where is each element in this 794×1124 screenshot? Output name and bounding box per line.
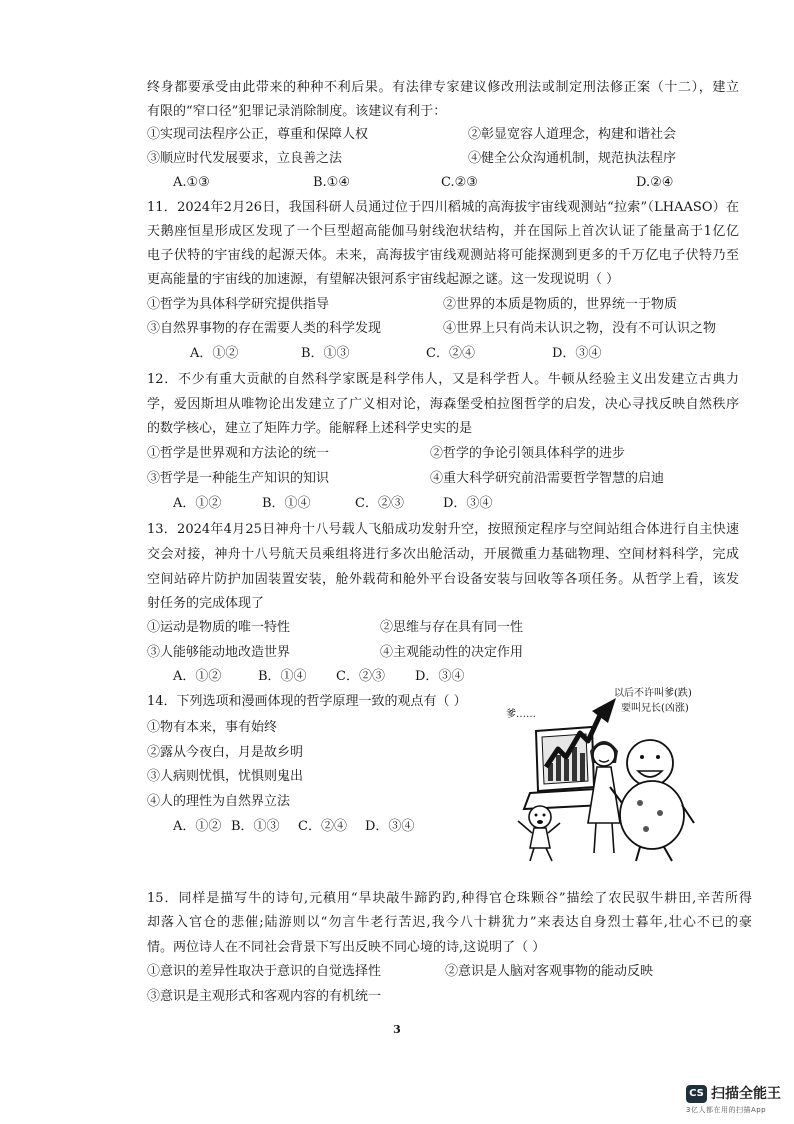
fat-man — [610, 740, 694, 861]
q10-statement-4: ④健全公众沟通机制，规范执法程序 — [468, 151, 677, 166]
cartoon-caption-line-1: 以后不许叫爹(跌) — [614, 688, 692, 699]
q14-choice-a: A．①② — [173, 819, 222, 834]
q11-statement-4: ④世界上只有尚未认识之物，没有不可认识之物 — [443, 321, 717, 336]
q10-stem-line: 有限的“窄口径”犯罪记录消除制度。该建议有利于： — [147, 104, 447, 119]
q12-choice-d: D．③④ — [443, 496, 493, 511]
q13-statement-4: ④主观能动性的决定作用 — [380, 645, 524, 660]
q15-stem-line: 情。两位诗人在不同社会背景下写出反映不同心境的诗,这说明了（ ） — [147, 940, 546, 955]
scanner-slogan: 3亿人都在用的扫描App — [686, 1106, 767, 1114]
q10-statement-1: ①实现司法程序公正，尊重和保障人权 — [147, 127, 369, 142]
q14-choice-d: D．③④ — [365, 819, 415, 834]
q13-statement-1: ①运动是物质的唯一特性 — [147, 620, 291, 635]
q11-stem-line: 电子伏特的宇宙线的起源天体。未来，高海拔宇宙线观测站将可能探测到更多的千万亿电子伏特乃至 — [147, 248, 739, 263]
q11-stem-line: 天鹅座恒星形成区发现了一个巨型超高能伽马射线泡状结构，并在国际上首次认证了能量高于1亿亿 — [147, 224, 739, 239]
q13-choice-c: C．②③ — [336, 669, 385, 684]
q12-statement-1: ①哲学是世界观和方法论的统一 — [147, 446, 330, 461]
q11-choice-d: D．③④ — [552, 346, 602, 361]
scared-man — [518, 806, 560, 861]
q13-stem-line: 空间站碎片防护加固装置安装，舱外载荷和舱外平台设备安装与回收等各项任务。从哲学上看，该发 — [147, 572, 739, 587]
chart-bar — [564, 759, 569, 781]
q12-choice-b: B．①④ — [262, 496, 311, 511]
q14-statement-3: ③人病则忧惧，忧惧则鬼出 — [147, 769, 304, 784]
q11-statement-1: ①哲学为具体科学研究提供指导 — [147, 297, 330, 312]
q12-stem-line: 学，爱因斯坦从唯物论出发建立了广义相对论，海森堡受柏拉图哲学的启发，决心寻找反映自然秩序 — [147, 397, 739, 412]
q13-stem-line: 交会对接，神舟十八号航天员乘组将进行多次出舱活动，开展微重力基础物理、空间材料科学，完成 — [147, 547, 739, 562]
q13-choice-d: D．③④ — [415, 669, 465, 684]
q11-statement-3: ③自然界事物的存在需要人类的科学发现 — [147, 321, 382, 336]
stock-market-cartoon — [500, 683, 710, 863]
q10-choice-d: D.②④ — [636, 175, 674, 190]
q13-choice-b: B．①④ — [258, 669, 307, 684]
chart-bar — [556, 755, 561, 781]
q11-stem-line: 11．2024年2月26日，我国科研人员通过位于四川稻城的高海拔宇宙线观测站“拉索”（LHAASO）在 — [147, 200, 739, 215]
q10-choice-c: C.②③ — [441, 175, 478, 190]
q14-choice-c: C．②④ — [298, 819, 347, 834]
chart-bar — [580, 753, 585, 781]
q14-stem-line: 14．下列选项和漫画体现的哲学原理一致的观点有（ ） — [147, 694, 467, 709]
q11-choice-b: B．①③ — [301, 346, 350, 361]
q10-statement-2: ②彰显宽容人道理念，构建和谐社会 — [468, 127, 677, 142]
q11-choice-c: C．②④ — [426, 346, 475, 361]
chart-bar — [572, 747, 577, 781]
q13-statement-2: ②思维与存在具有同一性 — [380, 620, 524, 635]
q13-stem-line: 射任务的完成体现了 — [147, 596, 265, 611]
q14-choice-b: B．①③ — [231, 819, 280, 834]
q10-statement-3: ③顺应时代发展要求，立良善之法 — [147, 151, 343, 166]
q11-choice-a: A．①② — [190, 346, 239, 361]
q11-statement-2: ②世界的本质是物质的，世界统一于物质 — [443, 297, 678, 312]
cartoon-caption-line-2: 要叫兄长(凶涨) — [621, 703, 689, 714]
cartoon-speech: 爹…… — [506, 709, 536, 720]
q13-choice-a: A．①② — [173, 669, 222, 684]
q10-stem-line: 终身都要承受由此带来的种种不利后果。有法律专家建议修改刑法或制定刑法修正案（十二），建立 — [147, 80, 739, 95]
woman — [588, 741, 620, 853]
q10-choice-b: B.①④ — [313, 175, 350, 190]
q15-stem-line: 15．同样是描写牛的诗句,元稹用“旱块敲牛蹄趵趵,种得官仓珠颗谷”描绘了农民驭牛耕田,辛苦所得 — [147, 891, 752, 906]
scanner-brand: 扫描全能王 — [711, 1086, 781, 1102]
q14-statement-1: ①物有本来，事有始终 — [147, 720, 278, 735]
q14-statement-4: ④人的理性为自然界立法 — [147, 794, 291, 809]
q15-stem-line: 却落入官仓的悲催;陆游则以“勿言牛老行苦迟,我今八十耕犹力”来表达自身烈士暮年,壮心不已的豪 — [147, 915, 752, 930]
q13-statement-3: ③人能够能动地改造世界 — [147, 645, 291, 660]
q15-statement-1: ①意识的差异性取决于意识的自觉选择性 — [147, 964, 382, 979]
q14-statement-2: ②露从今夜白，月是故乡明 — [147, 745, 304, 760]
q12-statement-3: ③哲学是一种能生产知识的知识 — [147, 471, 330, 486]
q10-choice-a: A.①③ — [173, 175, 210, 190]
q13-stem-line: 13．2024年4月25日神舟十八号载人飞船成功发射升空，按照预定程序与空间站组合体进行自主快速 — [147, 522, 739, 537]
q12-statement-2: ②哲学的争论引领具体科学的进步 — [430, 446, 626, 461]
page-number: 3 — [393, 1023, 401, 1036]
q15-statement-2: ②意识是人脑对客观事物的能动反映 — [445, 964, 654, 979]
q12-stem-line: 12．不少有重大贡献的自然科学家既是科学伟人，又是科学哲人。牛顿从经验主义出发建立古典力 — [147, 372, 739, 387]
q15-statement-3: ③意识是主观形式和客观内容的有机统一 — [147, 989, 382, 1004]
q11-stem-line: 更高能量的宇宙线的加速源，有望解决银河系宇宙线起源之谜。这一发现说明（ ） — [147, 272, 620, 287]
q12-stem-line: 的数学核心，建立了矩阵力学。能解释上述科学史实的是 — [147, 421, 473, 436]
q12-choice-c: C．②③ — [355, 496, 404, 511]
scanner-logo-icon: CS — [686, 1085, 707, 1103]
q12-choice-a: A．①② — [173, 496, 222, 511]
q12-statement-4: ④重大科学研究前沿需要哲学智慧的启迪 — [430, 471, 665, 486]
